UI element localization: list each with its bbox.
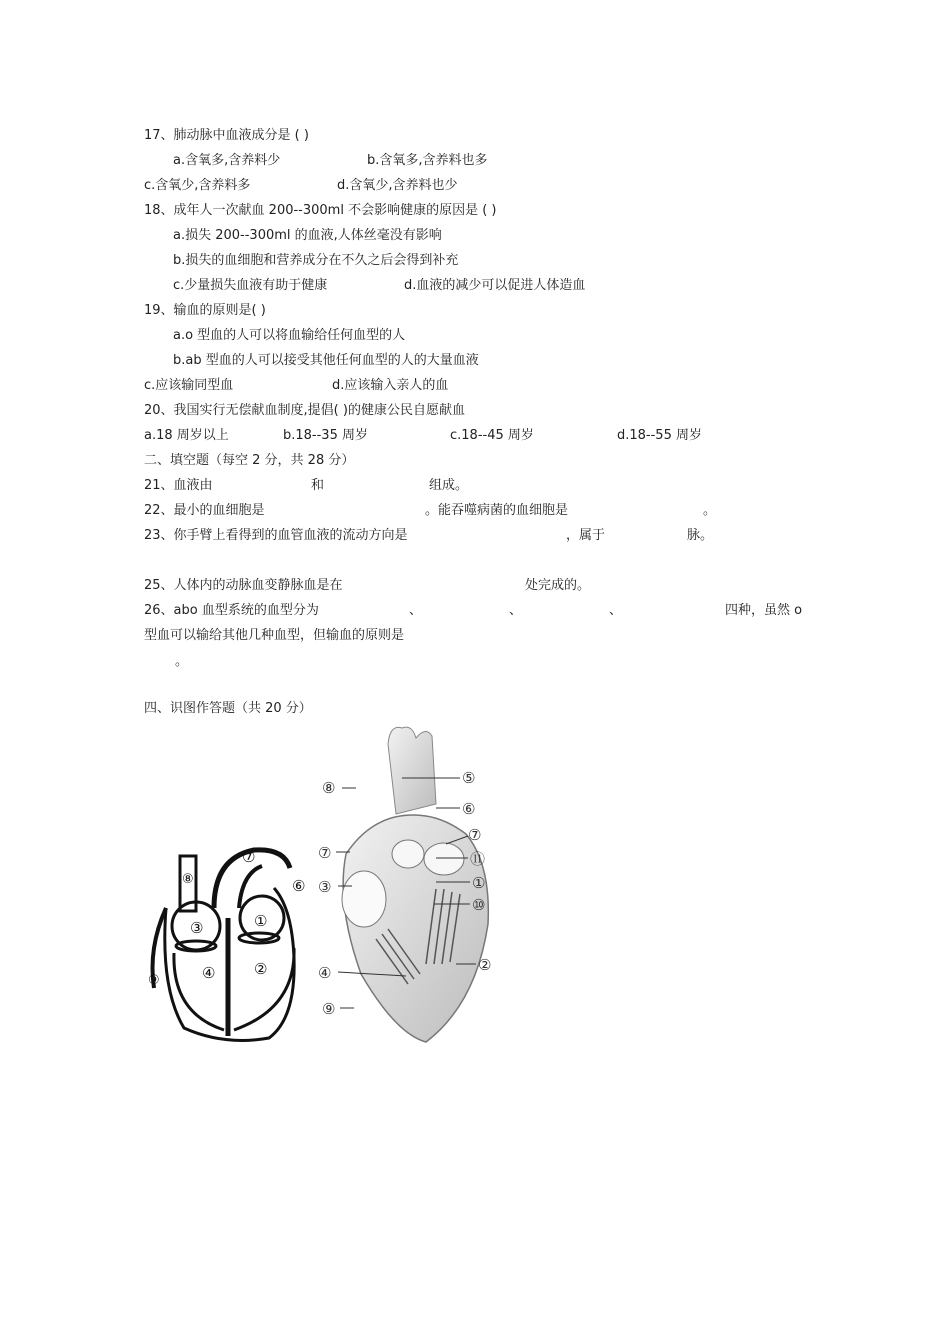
left-label-7: ⑦ bbox=[242, 848, 256, 866]
heart-cross-section-diagram bbox=[316, 724, 496, 1048]
q19-option-a: a.o 型血的人可以将血输给任何血型的人 bbox=[173, 328, 406, 343]
right-label-9: ⑨ bbox=[322, 1000, 336, 1018]
right-label-1: ① bbox=[472, 874, 486, 892]
q26-separator-2: 、 bbox=[509, 603, 523, 618]
q17-option-b: b.含氧多,含养料也多 bbox=[367, 153, 488, 168]
q26-part2: 四种，虽然 o bbox=[725, 603, 803, 618]
pulmonary-valve bbox=[392, 840, 424, 868]
section-4-title: 四、识图作答题（共 20 分） bbox=[144, 701, 312, 716]
q20-option-b: b.18--35 周岁 bbox=[283, 428, 368, 443]
heart-schematic-diagram bbox=[144, 838, 314, 1050]
q17-stem: 17、肺动脉中血液成分是 ( ) bbox=[144, 128, 309, 143]
q25-part1: 25、人体内的动脉血变静脉血是在 bbox=[144, 578, 343, 593]
left-label-9: ⑨ bbox=[148, 973, 160, 988]
q19-option-b: b.ab 型血的人可以接受其他任何血型的人的大量血液 bbox=[173, 353, 479, 368]
q20-stem: 20、我国实行无偿献血制度,提倡( )的健康公民自愿献血 bbox=[144, 403, 465, 418]
q19-option-d: d.应该输入亲人的血 bbox=[332, 378, 449, 393]
q18-option-b: b.损失的血细胞和营养成分在不久之后会得到补充 bbox=[173, 253, 459, 268]
q22-part2: 。能吞噬病菌的血细胞是 bbox=[425, 503, 569, 518]
q20-option-c: c.18--45 周岁 bbox=[450, 428, 534, 443]
right-label-7b: ⑦ bbox=[468, 826, 482, 844]
q25-part2: 处完成的。 bbox=[525, 578, 591, 593]
left-label-4: ④ bbox=[202, 964, 216, 982]
q17-option-a: a.含氧多,含养料少 bbox=[173, 153, 281, 168]
left-label-3: ③ bbox=[190, 919, 204, 937]
q18-option-c: c.少量损失血液有助于健康 bbox=[173, 278, 328, 293]
right-label-8: ⑧ bbox=[322, 779, 336, 797]
right-atrium-chamber bbox=[342, 871, 386, 927]
q26-part3: 型血可以输给其他几种血型，但输血的原则是 bbox=[144, 628, 405, 643]
q26-part1: 26、abo 血型系统的血型分为 bbox=[144, 603, 319, 618]
q18-option-a: a.损失 200--300ml 的血液,人体丝毫没有影响 bbox=[173, 228, 442, 243]
right-label-4: ④ bbox=[318, 964, 332, 982]
q23-part3: 脉。 bbox=[687, 528, 714, 543]
right-label-7a: ⑦ bbox=[318, 844, 332, 862]
q26-separator-1: 、 bbox=[409, 603, 423, 618]
q19-stem: 19、输血的原则是( ) bbox=[144, 303, 266, 318]
q22-part1: 22、最小的血细胞是 bbox=[144, 503, 265, 518]
q26-separator-3: 、 bbox=[609, 603, 623, 618]
right-label-3: ③ bbox=[318, 878, 332, 896]
q21-part3: 组成。 bbox=[429, 478, 469, 493]
right-label-5: ⑤ bbox=[462, 769, 476, 787]
right-label-6: ⑥ bbox=[462, 800, 476, 818]
left-label-1: ① bbox=[254, 912, 268, 930]
left-label-8: ⑧ bbox=[182, 872, 194, 887]
right-label-11: ⑪ bbox=[470, 850, 486, 868]
q18-option-d: d.血液的减少可以促进人体造血 bbox=[404, 278, 586, 293]
q19-option-c: c.应该输同型血 bbox=[144, 378, 234, 393]
q17-option-c: c.含氧少,含养料多 bbox=[144, 178, 251, 193]
q17-option-d: d.含氧少,含养料也少 bbox=[337, 178, 458, 193]
q18-stem: 18、成年人一次献血 200--300ml 不会影响健康的原因是 ( ) bbox=[144, 203, 497, 218]
q23-part2: ，属于 bbox=[566, 528, 606, 543]
section-2-title: 二、填空题（每空 2 分，共 28 分） bbox=[144, 453, 355, 468]
q21-part1: 21、血液由 bbox=[144, 478, 213, 493]
left-atrium-chamber bbox=[424, 843, 464, 875]
left-label-6: ⑥ bbox=[292, 877, 306, 895]
right-ventricle-wall bbox=[174, 953, 224, 1030]
q21-part2: 和 bbox=[311, 478, 325, 493]
left-label-2: ② bbox=[254, 960, 268, 978]
q26-part4: 。 bbox=[175, 654, 189, 669]
aorta bbox=[388, 727, 436, 814]
q20-option-a: a.18 周岁以上 bbox=[144, 428, 229, 443]
q22-part3: 。 bbox=[703, 503, 717, 518]
q20-option-d: d.18--55 周岁 bbox=[617, 428, 702, 443]
right-label-2: ② bbox=[478, 956, 492, 974]
right-label-10: ⑩ bbox=[472, 896, 486, 914]
q23-part1: 23、你手臂上看得到的血管血液的流动方向是 bbox=[144, 528, 408, 543]
pulmonary-artery bbox=[239, 866, 262, 908]
